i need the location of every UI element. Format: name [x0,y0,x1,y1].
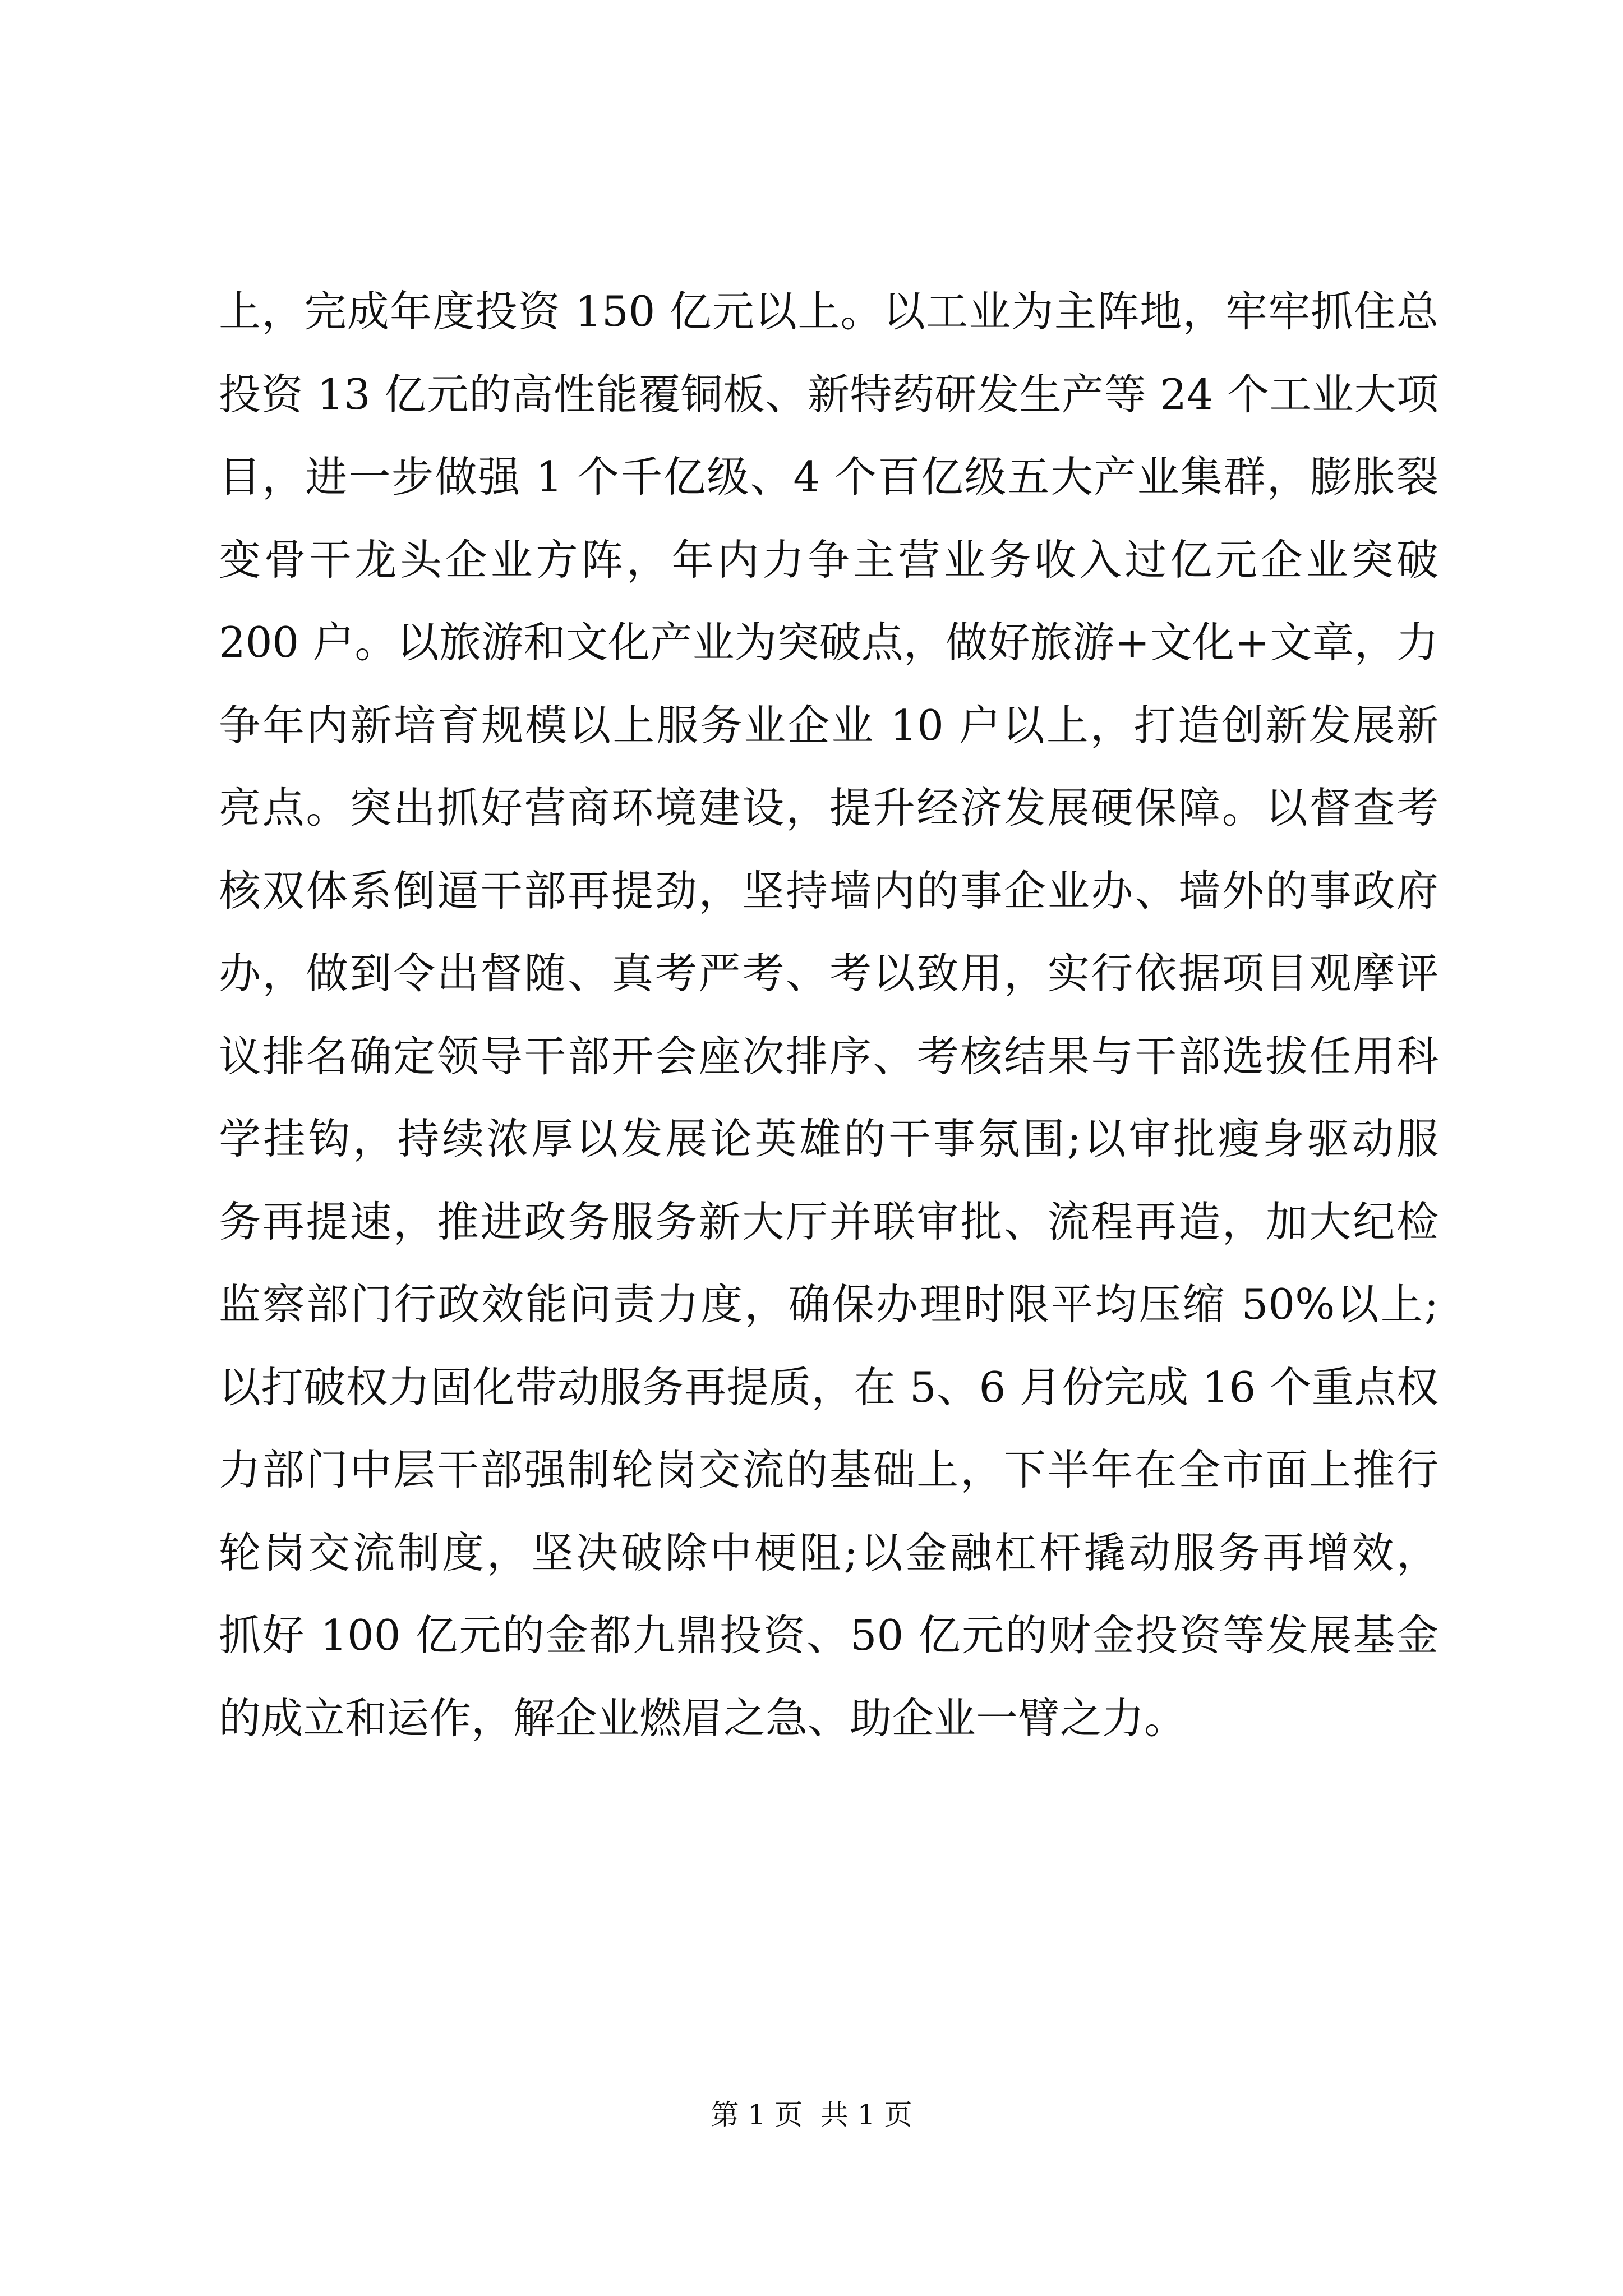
text-line: 轮岗交流制度，坚决破除中梗阻;以金融杠杆撬动服务再增效， [219,1527,1438,1577]
text-line-last: 的成立和运作，解企业燃眉之急、助企业一臂之力。 [219,1693,1187,1743]
text-line: 核双体系倒逼干部再提劲，坚持墙内的事企业办、墙外的事政府 [219,866,1438,915]
text-line: 力部门中层干部强制轮岗交流的基础上，下半年在全市面上推行 [219,1445,1438,1494]
text-line: 以打破权力固化带动服务再提质，在 5、6 月份完成 16 个重点权 [219,1362,1438,1412]
text-line: 200 户。以旅游和文化产业为突破点，做好旅游+文化+文章，力 [219,618,1438,667]
body-paragraph [219,270,1438,1760]
text-line: 上，完成年度投资 150 亿元以上。以工业为主阵地，牢牢抓住总 [219,287,1438,336]
text-line: 办，做到令出督随、真考严考、考以致用，实行依据项目观摩评 [219,949,1438,998]
text-line: 争年内新培育规模以上服务业企业 10 户以上，打造创新发展新 [219,700,1438,750]
text-line: 投资 13 亿元的高性能覆铜板、新特药研发生产等 24 个工业大项 [219,369,1438,419]
text-line: 务再提速，推进政务服务新大厅并联审批、流程再造，加大纪检 [219,1197,1438,1246]
text-line: 学挂钩，持续浓厚以发展论英雄的干事氛围;以审批瘦身驱动服 [219,1114,1438,1163]
text-line: 亮点。突出抓好营商环境建设，提升经济发展硬保障。以督查考 [219,783,1438,832]
text-line: 目，进一步做强 1 个千亿级、4 个百亿级五大产业集群，膨胀裂 [219,452,1438,501]
page-footer: 第 1 页 共 1 页 [711,2099,912,2131]
text-line: 抓好 100 亿元的金都九鼎投资、50 亿元的财金投资等发展基金 [219,1611,1438,1660]
text-line: 议排名确定领导干部开会座次排序、考核结果与干部选拔任用科 [219,1031,1438,1081]
text-line: 监察部门行政效能问责力度，确保办理时限平均压缩 50%以上; [219,1280,1438,1329]
text-line: 变骨干龙头企业方阵，年内力争主营业务收入过亿元企业突破 [219,535,1438,585]
